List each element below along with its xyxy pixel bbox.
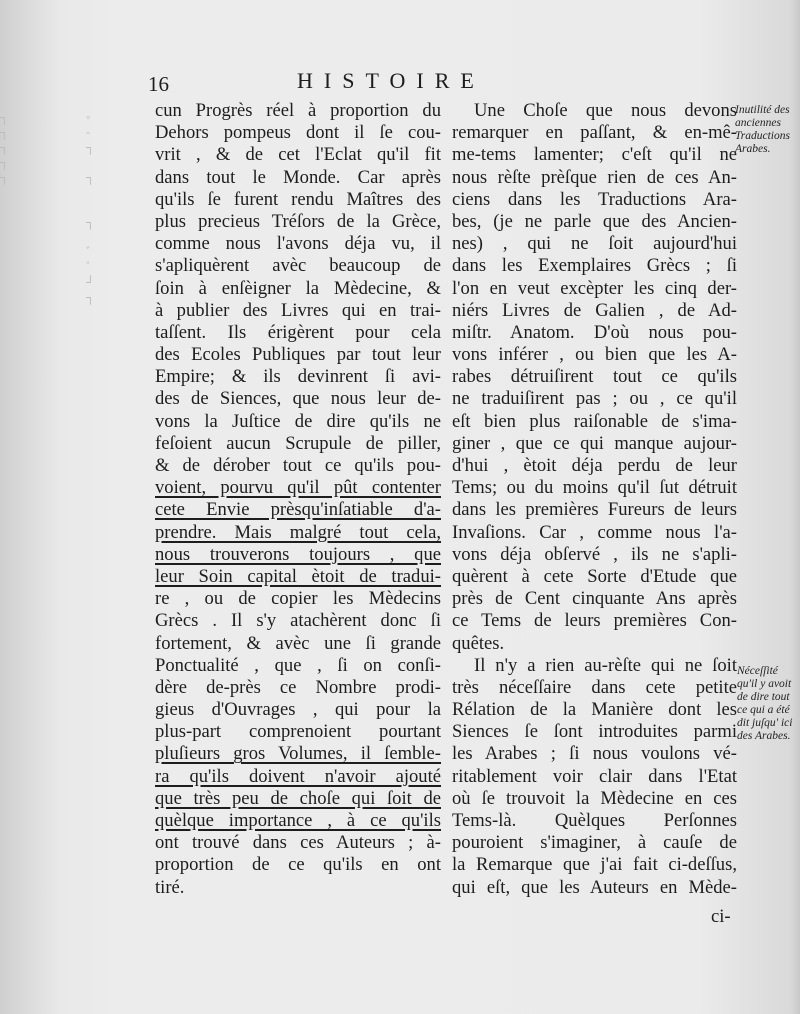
text-line: qui eſt, que les Auteurs en Mède- — [452, 876, 737, 898]
underlined-line: que très peu de choſe qui ſoit de — [155, 787, 441, 809]
text-line: feſoient aucun Scrupule de piller, — [155, 432, 441, 454]
text-line: des de Siences, que nous leur de- — [155, 388, 441, 410]
page-number: 16 — [148, 72, 169, 96]
margin-note-necessity: Néceſſité qu'il y avoit de dire tout ce qui a été dit juſqu' ici des Arabes. — [737, 665, 793, 742]
running-head: HISTOIRE — [297, 68, 485, 93]
text-line: vrit , & de cet l'Eclat qu'il fit — [155, 144, 441, 166]
text-line: dans les premières Fureurs de leurs — [452, 499, 737, 521]
left-column — [155, 100, 441, 899]
text-line: plus-part comprenoient pourtant — [155, 721, 441, 743]
text-line: me-tems lamenter; c'eſt qu'il ne — [452, 144, 737, 166]
text-line: Tems-là. Quèlques Perſonnes — [452, 810, 737, 831]
text-line: nes) , qui ne ſoit aujourd'hui — [452, 233, 737, 255]
text-line: comme nous l'avons déja vu, il — [155, 233, 441, 255]
text-line: l'on en veut excèpter les cinq der- — [452, 277, 737, 299]
text-line: & de dérober tout ce qu'ils pou- — [155, 455, 441, 476]
text-line: ne traduiſirent pas ; ou , ce qu'il — [452, 388, 737, 410]
text-line: Siences ſe ſont introduites parmi — [452, 721, 737, 743]
bleed-through-left: ◦ ‑ ┐ ┐ ┐ ﾞ ﾟ ┘ ┐ — [86, 110, 95, 304]
text-line: ce Tems de leurs premières Con- — [452, 610, 737, 632]
text-line: où ſe trouvoit la Mèdecine en ces — [452, 787, 737, 809]
text-line: Grècs . Il s'y atachèrent donc ſi — [155, 610, 441, 632]
text-line: ritablement voir clair dans l'Etat — [452, 765, 737, 787]
text-line: taſſent. Ils érigèrent pour cela — [155, 321, 441, 343]
right-column — [452, 100, 737, 899]
underlined-line: cete Envie prèsqu'inſatiable d'a- — [155, 499, 441, 521]
text-line: Rélation de la Manière dont les — [452, 699, 737, 721]
text-line: Une Choſe que nous devons — [474, 100, 737, 121]
text-line: nous rèſte prèſque rien de ces An- — [452, 166, 737, 188]
text-line: qu'ils ſe furent rendu Maîtres des — [155, 188, 441, 210]
text-line: Ponctualité , que , ſi on conſi- — [155, 654, 441, 676]
text-line: vons déja obſervé , ils ne s'apli- — [452, 543, 737, 565]
underlined-line: nous trouverons toujours , que — [155, 543, 441, 565]
text-line: dans tout le Monde. Car après — [155, 166, 441, 188]
text-line: quêtes. — [452, 632, 505, 654]
underlined-line: voient, pourvu qu'il pût contenter — [155, 477, 441, 499]
text-line: Il n'y a rien au-rèſte qui ne ſoit — [474, 654, 737, 676]
text-line: fortement, & avèc une ſi grande — [155, 632, 441, 654]
text-line: les Arabes ; ſi nous voulons vé- — [452, 743, 737, 765]
text-line: vons inférer , ou bien que les A- — [452, 344, 737, 366]
text-line: vons la Juſtice de dire qu'ils ne — [155, 410, 441, 432]
text-line: gieus d'Ouvrages , qui pour la — [155, 699, 441, 721]
text-line: cun Progrès réel à proportion du — [155, 100, 441, 121]
text-line: des Ecoles Publiques par tout leur — [155, 344, 441, 366]
text-line: Dehors pompeus dont il ſe cou- — [155, 122, 441, 144]
underlined-line: pluſieurs gros Volumes, il ſemble- — [155, 743, 441, 765]
text-line: dère de-près ce Nombre prodi- — [155, 676, 441, 698]
text-line: Tems; ou du moins qu'il ſut détruit — [452, 477, 737, 499]
text-line: quèrent à cete Sorte d'Etude que — [452, 565, 737, 587]
text-line: miſtr. Anatom. D'où nous pou- — [452, 321, 737, 343]
text-line: à publier des Livres qui en trai- — [155, 299, 441, 321]
underlined-line: leur Soin capital ètoit de tradui- — [155, 565, 441, 587]
text-line: dans les Exemplaires Grècs ; ſi — [452, 255, 737, 277]
text-line: remarquer en paſſant, & en-mê- — [452, 122, 737, 144]
text-line: d'hui , ètoit déja perdu de leur — [452, 455, 737, 476]
text-line: rabes détruiſirent tout ce qu'ils — [452, 366, 737, 388]
text-line: re , ou de copier les Mèdecins — [155, 588, 441, 610]
text-line: plus precieus Tréſors de la Grèce, — [155, 210, 441, 232]
text-line: ont trouvé dans ces Auteurs ; à- — [155, 832, 441, 854]
text-line: giner , que ce qui manque aujour- — [452, 432, 737, 454]
text-line: Empire; & ils devinrent ſi avi- — [155, 366, 441, 388]
text-line: la Remarque que j'ai fait ci-deſſus, — [452, 854, 737, 876]
text-line: ciens dans les Traductions Ara- — [452, 188, 737, 210]
text-line: près de Cent cinquante Ans après — [452, 588, 737, 610]
text-line: s'apliquèrent avèc beaucoup de — [155, 255, 441, 277]
underlined-line: ra qu'ils doivent n'avoir ajouté — [155, 765, 441, 787]
text-line: Invaſions. Car , comme nous l'a- — [452, 521, 737, 543]
text-line: niérs Livres de Galien , de Ad- — [452, 299, 737, 321]
margin-note-inutility: Inutilité des anciennes Traductions Arabes. — [735, 104, 790, 155]
text-line: très néceſſaire dans cete petite — [452, 676, 737, 698]
text-line: ſoin à enſèigner la Mèdecine, & — [155, 277, 441, 299]
bleed-through-far-left: ┐ ┐ ┐ ┐ ┐ — [0, 110, 9, 184]
text-line: eſt bien plus raiſonable de s'ima- — [452, 410, 737, 432]
text-line: proportion de ce qu'ils en ont — [155, 854, 441, 876]
text-line: pouroient s'imaginer, à cauſe de — [452, 832, 737, 854]
text-line: tiré. — [155, 876, 185, 898]
catchword: ci- — [711, 906, 731, 927]
underlined-line: quèlque importance , à ce qu'ils — [155, 810, 441, 831]
underlined-line: prendre. Mais malgré tout cela, — [155, 521, 441, 543]
text-line: bes, (je ne parle que des Ancien- — [452, 210, 737, 232]
